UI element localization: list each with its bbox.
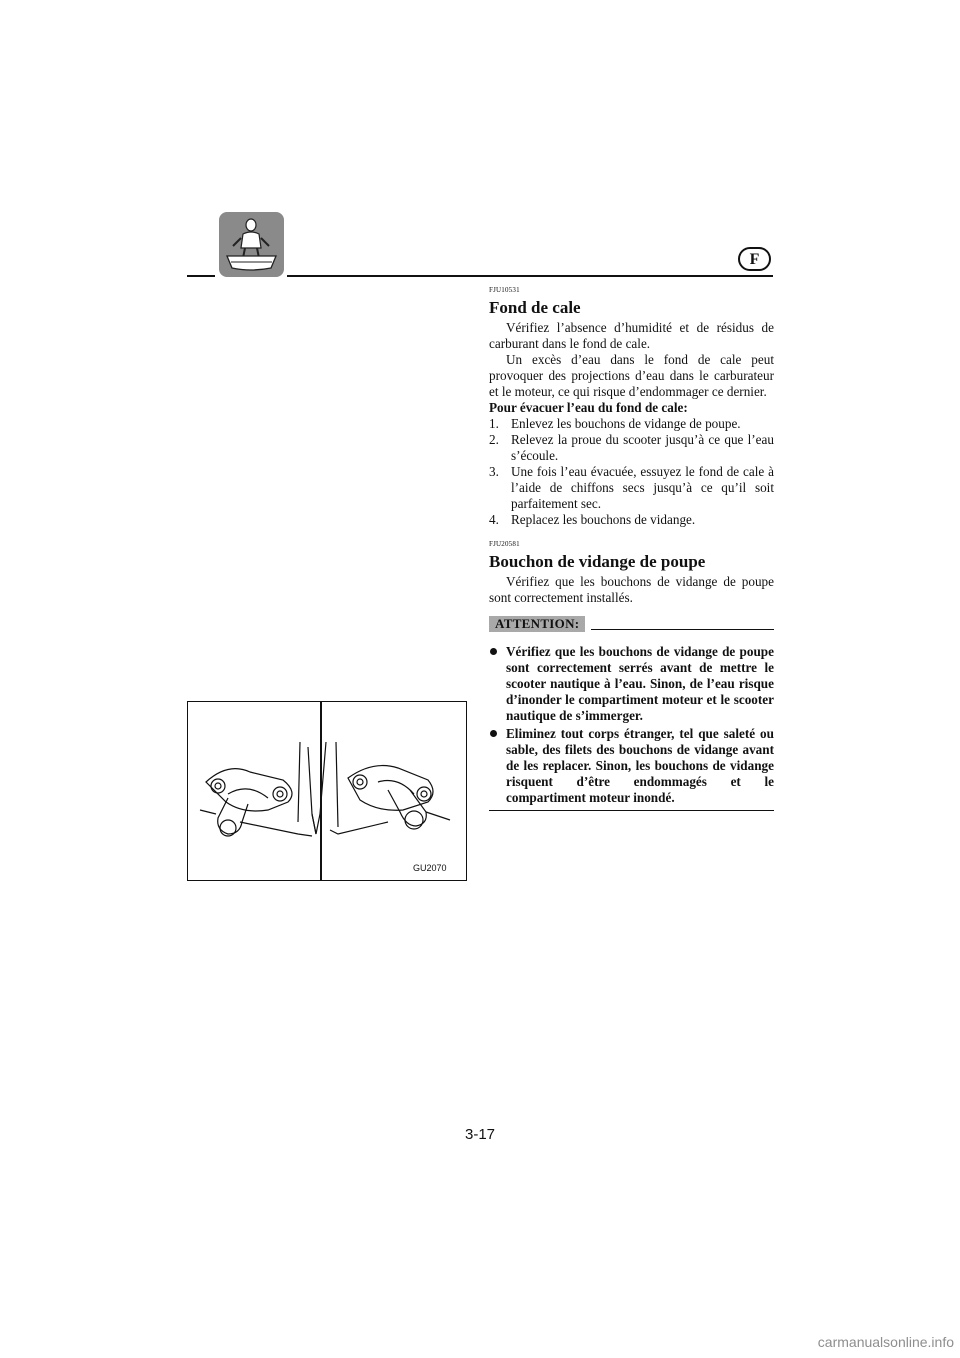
paragraph: Vérifiez que les bouchons de vidange de poupe sont correctement installés. <box>489 574 774 605</box>
section-code: FJU20581 <box>489 540 520 548</box>
paragraph: Un excès d’eau dans le fond de cale peut provoquer des projections d’eau dans le carburateur et le moteur, ce qui risque d’endommager ce dernier. <box>489 352 774 399</box>
content-column <box>489 286 774 811</box>
drain-plug-illustration <box>187 701 467 881</box>
header-rule-right <box>287 275 773 277</box>
attention-end-rule <box>489 810 774 811</box>
step-number: 4. <box>489 512 499 527</box>
step-number: 2. <box>489 432 499 447</box>
procedure-step <box>489 512 774 528</box>
attention-rule <box>591 629 774 630</box>
attention-text: Eliminez tout corps étranger, tel que saleté ou sable, des filets des bouchons de vidange avant de les replacer. Sinon, les bouchons de vidange risquent d’être endommagés et le compartiment moteur inondé. <box>506 726 774 805</box>
attention-item <box>489 644 774 724</box>
step-text: Relevez la proue du scooter jusqu’à ce que l’eau s’écoule. <box>511 432 774 463</box>
attention-text: Vérifiez que les bouchons de vidange de poupe sont correctement serrés avant de mettre le scooter nautique à l’eau. Sinon, de l’eau risque d’inonder le compartiment moteur et le scooter nautique de s’immerger. <box>506 644 774 723</box>
paragraph: Vérifiez l’absence d’humidité et de résidus de carburant dans le fond de cale. <box>489 320 774 351</box>
step-number: 1. <box>489 416 499 431</box>
figure-divider <box>320 701 322 881</box>
step-text: Enlevez les bouchons de vidange de poupe. <box>511 416 741 431</box>
procedure-step <box>489 416 774 432</box>
procedure-step <box>489 464 774 512</box>
attention-item <box>489 726 774 806</box>
bullet-icon <box>490 648 497 655</box>
attention-badge: ATTENTION: <box>489 616 585 632</box>
bullet-icon <box>490 730 497 737</box>
header-rule-left <box>187 275 215 277</box>
step-text: Replacez les bouchons de vidange. <box>511 512 696 527</box>
attention-list <box>489 644 774 806</box>
attention-header <box>489 616 774 636</box>
section-title-fond-de-cale: Fond de cale <box>489 298 581 317</box>
procedure-heading: Pour évacuer l’eau du fond de cale: <box>489 400 688 415</box>
watercraft-rider-icon <box>219 212 284 277</box>
procedure-step <box>489 432 774 464</box>
step-number: 3. <box>489 464 499 479</box>
language-badge: F <box>738 247 771 271</box>
page-number: 3-17 <box>464 1126 496 1143</box>
section-code: FJU10531 <box>489 286 520 294</box>
section-title-bouchon: Bouchon de vidange de poupe <box>489 552 706 571</box>
watermark: carmanualsonline.info <box>817 1334 954 1350</box>
figure-code: GU2070 <box>413 863 447 873</box>
step-text: Une fois l’eau évacuée, essuyez le fond de cale à l’aide de chiffons secs jusqu’à ce qu’il soit parfaitement sec. <box>511 464 774 511</box>
procedure-steps <box>489 416 774 528</box>
